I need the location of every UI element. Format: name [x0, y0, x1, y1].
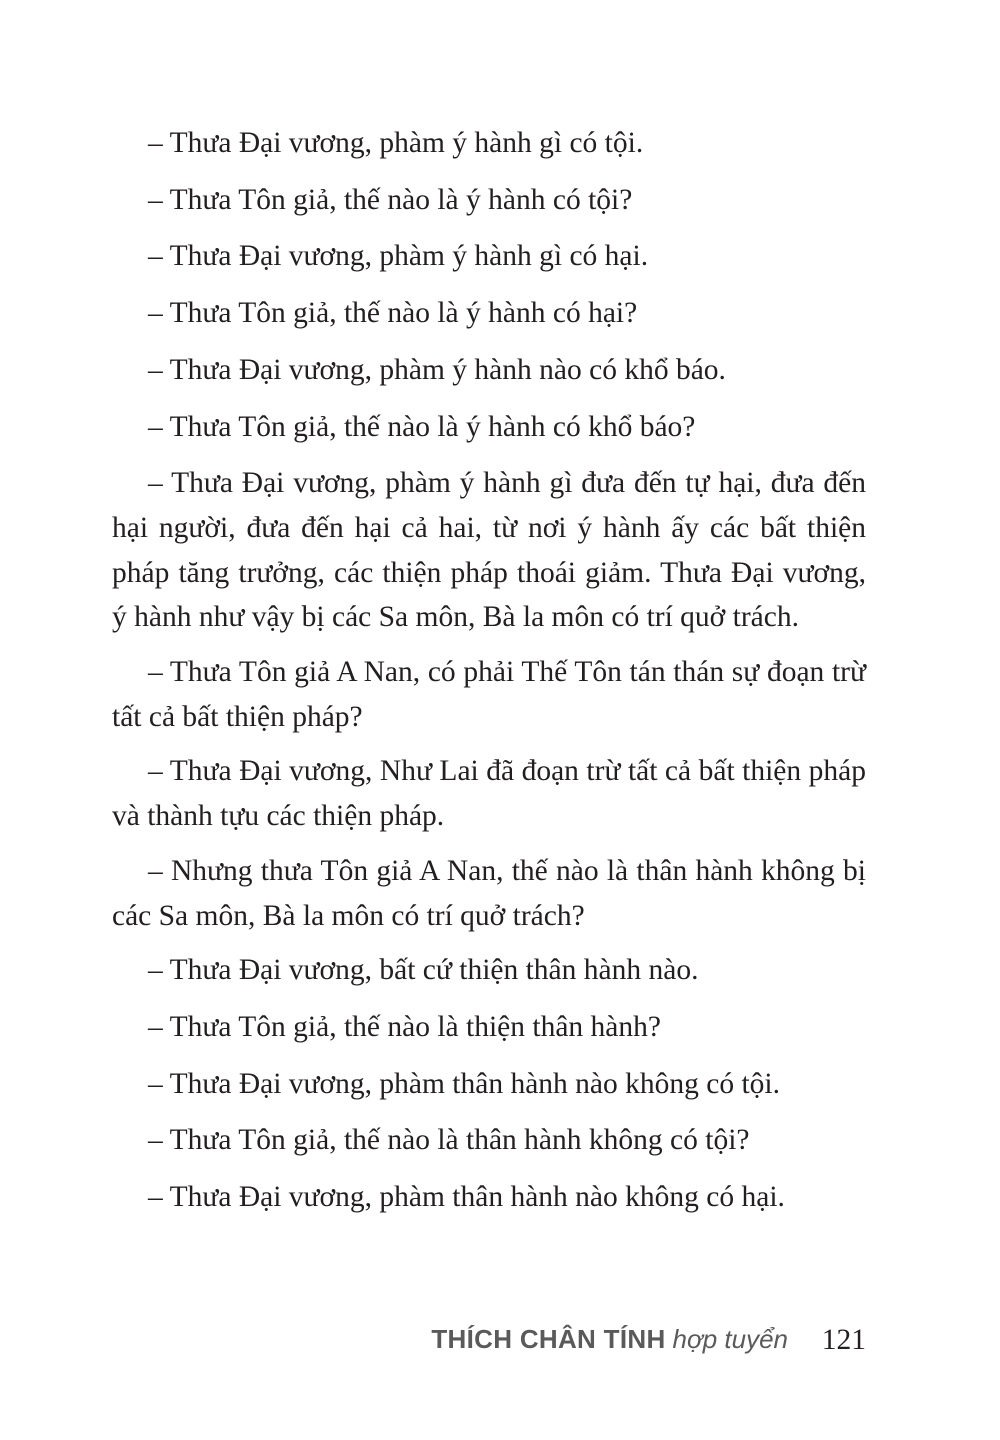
paragraph: – Thưa Đại vương, phàm thân hành nào không có hại. [148, 1181, 785, 1214]
paragraph: – Thưa Tôn giả, thế nào là ý hành có tội? [148, 183, 633, 216]
paragraph: – Thưa Đại vương, Như Lai đã đoạn trừ tất cả bất thiện pháp và thành tựu các thiện pháp. [112, 755, 866, 833]
paragraph: – Thưa Tôn giả, thế nào là thiện thân hành? [148, 1010, 661, 1043]
paragraph: – Thưa Đại vương, phàm thân hành nào không có tội. [148, 1067, 781, 1100]
paragraph: – Thưa Tôn giả, thế nào là ý hành có hại? [148, 297, 638, 330]
paragraph: – Thưa Tôn giả, thế nào là thân hành không có tội? [148, 1124, 750, 1157]
paragraph: – Thưa Đại vương, phàm ý hành gì có tội. [148, 127, 644, 159]
paragraph: – Nhưng thưa Tôn giả A Nan, thế nào là thân hành không bị các Sa môn, Bà la môn có trí quở trách? [112, 854, 866, 932]
paragraph: – Thưa Đại vương, phàm ý hành gì đưa đến tự hại, đưa đến hại người, đưa đến hại cả hai, từ nơi ý hành ấy các bất thiện pháp tăng trưởng, các thiện pháp thoái giảm. Thưa Đại vương, ý hành như vậy bị các Sa môn, Bà la môn có trí quở trách. [112, 467, 866, 634]
page-number: 121 [821, 1324, 866, 1356]
body-text [112, 121, 866, 1232]
running-footer [431, 1324, 788, 1368]
paragraph: – Thưa Đại vương, phàm ý hành gì có hại. [148, 240, 649, 273]
paragraph: – Thưa Đại vương, phàm ý hành nào có khổ báo. [148, 353, 726, 386]
paragraph: – Thưa Đại vương, bất cứ thiện thân hành nào. [148, 954, 699, 987]
footer-author: THÍCH CHÂN TÍNH [431, 1324, 666, 1354]
footer-subtitle: hợp tuyển [672, 1324, 788, 1354]
paragraph: – Thưa Tôn giả, thế nào là ý hành có khổ báo? [148, 410, 696, 443]
paragraph: – Thưa Tôn giả A Nan, có phải Thế Tôn tán thán sự đoạn trừ tất cả bất thiện pháp? [112, 656, 866, 733]
